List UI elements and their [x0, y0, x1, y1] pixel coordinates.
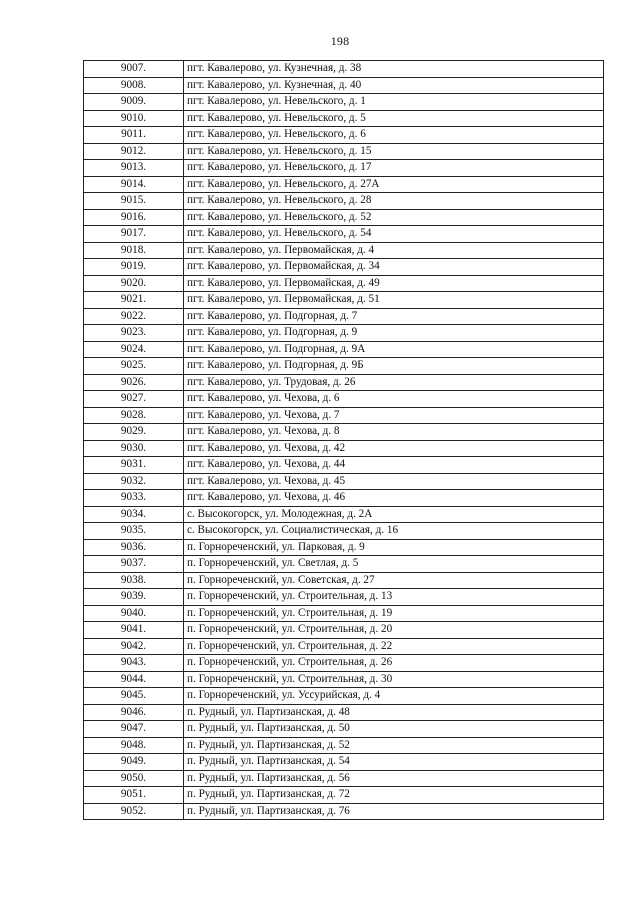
row-number: 9038. — [84, 572, 184, 589]
row-address: п. Горнореченский, ул. Парковая, д. 9 — [184, 539, 604, 556]
row-number: 9023. — [84, 325, 184, 342]
row-address: пгт. Кавалерово, ул. Первомайская, д. 4 — [184, 242, 604, 259]
table-row — [84, 407, 604, 424]
row-address: п. Рудный, ул. Партизанская, д. 52 — [184, 737, 604, 754]
address-table-body — [84, 61, 604, 820]
row-address: пгт. Кавалерово, ул. Первомайская, д. 34 — [184, 259, 604, 276]
table-row — [84, 127, 604, 144]
table-row — [84, 688, 604, 705]
row-address: пгт. Кавалерово, ул. Чехова, д. 44 — [184, 457, 604, 474]
row-address: пгт. Кавалерово, ул. Подгорная, д. 9 — [184, 325, 604, 342]
row-number: 9047. — [84, 721, 184, 738]
row-number: 9046. — [84, 704, 184, 721]
row-address: п. Горнореченский, ул. Строительная, д. 13 — [184, 589, 604, 606]
table-row — [84, 721, 604, 738]
row-number: 9044. — [84, 671, 184, 688]
table-row — [84, 605, 604, 622]
row-address: пгт. Кавалерово, ул. Невельского, д. 28 — [184, 193, 604, 210]
row-number: 9011. — [84, 127, 184, 144]
table-row — [84, 506, 604, 523]
table-row — [84, 110, 604, 127]
row-number: 9007. — [84, 61, 184, 78]
table-row — [84, 671, 604, 688]
row-address: п. Горнореченский, ул. Светлая, д. 5 — [184, 556, 604, 573]
row-number: 9022. — [84, 308, 184, 325]
table-row — [84, 226, 604, 243]
table-row — [84, 803, 604, 820]
table-row — [84, 259, 604, 276]
row-address: пгт. Кавалерово, ул. Невельского, д. 54 — [184, 226, 604, 243]
row-address: пгт. Кавалерово, ул. Невельского, д. 1 — [184, 94, 604, 111]
row-address: п. Горнореченский, ул. Строительная, д. 19 — [184, 605, 604, 622]
row-address: пгт. Кавалерово, ул. Чехова, д. 7 — [184, 407, 604, 424]
row-number: 9020. — [84, 275, 184, 292]
row-address: п. Горнореченский, ул. Строительная, д. 20 — [184, 622, 604, 639]
row-number: 9043. — [84, 655, 184, 672]
row-address: пгт. Кавалерово, ул. Чехова, д. 46 — [184, 490, 604, 507]
row-address: пгт. Кавалерово, ул. Подгорная, д. 9А — [184, 341, 604, 358]
row-number: 9036. — [84, 539, 184, 556]
row-number: 9009. — [84, 94, 184, 111]
row-address: п. Рудный, ул. Партизанская, д. 72 — [184, 787, 604, 804]
row-address: пгт. Кавалерово, ул. Чехова, д. 42 — [184, 440, 604, 457]
row-number: 9039. — [84, 589, 184, 606]
row-number: 9014. — [84, 176, 184, 193]
row-address: пгт. Кавалерово, ул. Первомайская, д. 51 — [184, 292, 604, 309]
table-row — [84, 325, 604, 342]
table-row — [84, 622, 604, 639]
address-table — [83, 60, 604, 820]
table-row — [84, 589, 604, 606]
table-row — [84, 787, 604, 804]
table-row — [84, 275, 604, 292]
row-address: п. Горнореченский, ул. Уссурийская, д. 4 — [184, 688, 604, 705]
row-number: 9021. — [84, 292, 184, 309]
row-number: 9018. — [84, 242, 184, 259]
table-row — [84, 523, 604, 540]
row-number: 9034. — [84, 506, 184, 523]
row-number: 9013. — [84, 160, 184, 177]
row-address: пгт. Кавалерово, ул. Трудовая, д. 26 — [184, 374, 604, 391]
row-address: п. Рудный, ул. Партизанская, д. 48 — [184, 704, 604, 721]
row-address: п. Рудный, ул. Партизанская, д. 54 — [184, 754, 604, 771]
row-address: п. Горнореченский, ул. Строительная, д. 22 — [184, 638, 604, 655]
row-address: п. Рудный, ул. Партизанская, д. 50 — [184, 721, 604, 738]
row-number: 9050. — [84, 770, 184, 787]
table-row — [84, 473, 604, 490]
page-number: 198 — [330, 34, 350, 48]
table-row — [84, 770, 604, 787]
table-row — [84, 143, 604, 160]
row-number: 9042. — [84, 638, 184, 655]
row-address: пгт. Кавалерово, ул. Чехова, д. 6 — [184, 391, 604, 408]
row-address: с. Высокогорск, ул. Социалистическая, д. 16 — [184, 523, 604, 540]
table-row — [84, 440, 604, 457]
row-address: пгт. Кавалерово, ул. Кузнечная, д. 40 — [184, 77, 604, 94]
row-number: 9027. — [84, 391, 184, 408]
row-number: 9037. — [84, 556, 184, 573]
table-row — [84, 341, 604, 358]
row-number: 9015. — [84, 193, 184, 210]
row-number: 9031. — [84, 457, 184, 474]
table-row — [84, 638, 604, 655]
row-address: п. Рудный, ул. Партизанская, д. 56 — [184, 770, 604, 787]
table-row — [84, 242, 604, 259]
row-address: пгт. Кавалерово, ул. Невельского, д. 15 — [184, 143, 604, 160]
table-row — [84, 193, 604, 210]
row-number: 9045. — [84, 688, 184, 705]
table-row — [84, 424, 604, 441]
table-row — [84, 160, 604, 177]
table-row — [84, 77, 604, 94]
table-row — [84, 358, 604, 375]
table-row — [84, 209, 604, 226]
row-number: 9028. — [84, 407, 184, 424]
table-row — [84, 655, 604, 672]
table-row — [84, 292, 604, 309]
row-address: пгт. Кавалерово, ул. Невельского, д. 27А — [184, 176, 604, 193]
row-number: 9035. — [84, 523, 184, 540]
row-address: пгт. Кавалерово, ул. Подгорная, д. 9Б — [184, 358, 604, 375]
table-row — [84, 490, 604, 507]
row-number: 9052. — [84, 803, 184, 820]
row-address: пгт. Кавалерово, ул. Невельского, д. 17 — [184, 160, 604, 177]
row-address: пгт. Кавалерово, ул. Чехова, д. 8 — [184, 424, 604, 441]
row-number: 9040. — [84, 605, 184, 622]
row-number: 9010. — [84, 110, 184, 127]
row-address: п. Рудный, ул. Партизанская, д. 76 — [184, 803, 604, 820]
table-row — [84, 704, 604, 721]
table-row — [84, 572, 604, 589]
row-address: п. Горнореченский, ул. Советская, д. 27 — [184, 572, 604, 589]
row-number: 9016. — [84, 209, 184, 226]
table-row — [84, 556, 604, 573]
row-address: пгт. Кавалерово, ул. Первомайская, д. 49 — [184, 275, 604, 292]
table-row — [84, 754, 604, 771]
row-number: 9048. — [84, 737, 184, 754]
table-row — [84, 308, 604, 325]
table-row — [84, 457, 604, 474]
row-address: пгт. Кавалерово, ул. Чехова, д. 45 — [184, 473, 604, 490]
table-row — [84, 94, 604, 111]
row-address: пгт. Кавалерово, ул. Невельского, д. 52 — [184, 209, 604, 226]
table-row — [84, 737, 604, 754]
row-address: п. Горнореченский, ул. Строительная, д. 26 — [184, 655, 604, 672]
row-number: 9029. — [84, 424, 184, 441]
table-row — [84, 374, 604, 391]
row-number: 9041. — [84, 622, 184, 639]
row-number: 9019. — [84, 259, 184, 276]
row-address: пгт. Кавалерово, ул. Подгорная, д. 7 — [184, 308, 604, 325]
table-row — [84, 176, 604, 193]
row-address: п. Горнореченский, ул. Строительная, д. 30 — [184, 671, 604, 688]
row-number: 9033. — [84, 490, 184, 507]
row-address: пгт. Кавалерово, ул. Невельского, д. 5 — [184, 110, 604, 127]
row-number: 9025. — [84, 358, 184, 375]
table-row — [84, 61, 604, 78]
row-number: 9051. — [84, 787, 184, 804]
row-number: 9008. — [84, 77, 184, 94]
table-row — [84, 391, 604, 408]
row-number: 9032. — [84, 473, 184, 490]
row-number: 9012. — [84, 143, 184, 160]
row-number: 9026. — [84, 374, 184, 391]
table-row — [84, 539, 604, 556]
row-address: пгт. Кавалерово, ул. Кузнечная, д. 38 — [184, 61, 604, 78]
row-number: 9049. — [84, 754, 184, 771]
row-number: 9030. — [84, 440, 184, 457]
row-number: 9017. — [84, 226, 184, 243]
row-number: 9024. — [84, 341, 184, 358]
row-address: с. Высокогорск, ул. Молодежная, д. 2А — [184, 506, 604, 523]
row-address: пгт. Кавалерово, ул. Невельского, д. 6 — [184, 127, 604, 144]
